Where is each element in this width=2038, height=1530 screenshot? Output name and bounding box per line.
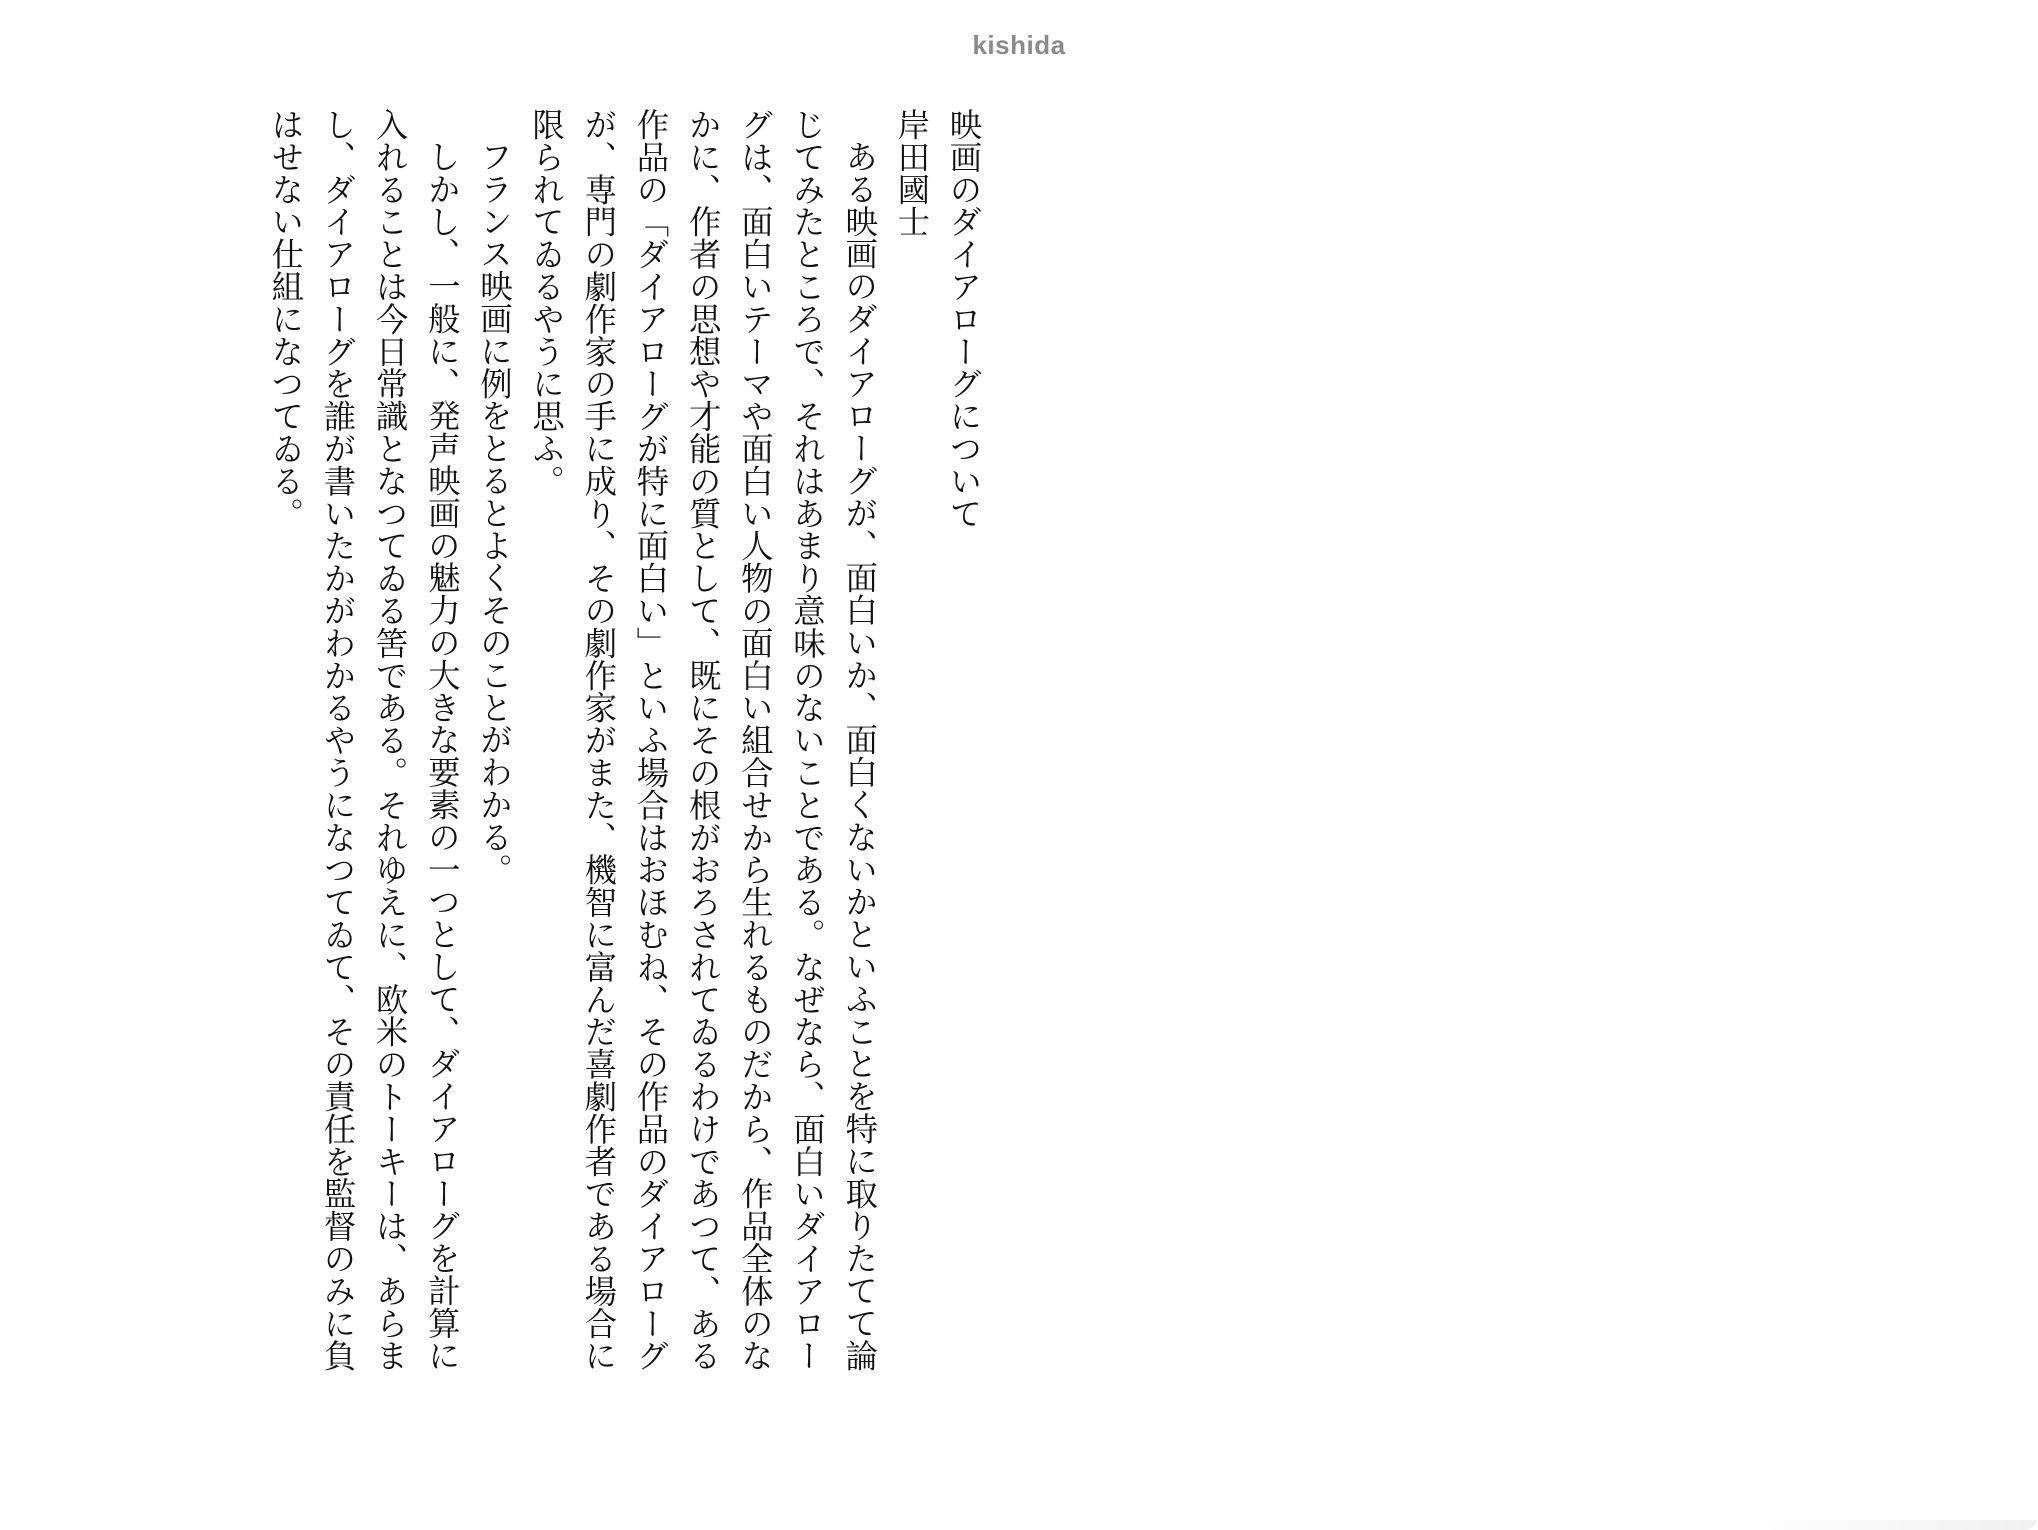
paragraph: しかし、一般に、発声映画の魅力の大きな要素の一つとして、ダイアローグを計算に入れることは今日常識となつてゐる筈である。それゆえに、欧米のトーキーは、あらまし、ダイアローグを誰が書いたかがわかるやうになつてゐて、その責任を監督のみに負はせない仕組になつてゐる。 (266, 108, 462, 1372)
paragraph: ある映画のダイアローグが、面白いか、面白くないかといふことを特に取りたてて論じてみたところで、それはあまり意味のないことである。なぜなら、面白いダイアローグは、面白いテーマや面白い人物の面白い組合せから生れるものだから、作品全体のなかに、作者の思想や才能の質として、既にその根がおろされてゐるわけであつて、ある作品の「ダイアローグが特に面白い」といふ場合はおほむね、その作品のダイアローグが、専門の劇作家の手に成り、その劇作家がまた、機智に富んだ喜劇作者である場合に限られてゐるやうに思ふ。 (527, 108, 879, 1372)
paragraph: フランス映画に例をとるとよくそのことがわかる。 (475, 140, 514, 886)
document-name: kishida (972, 30, 1066, 60)
vertical-text-body (260, 108, 990, 1378)
document-title: 映画のダイアローグについて (945, 108, 983, 530)
window-corner-shade (1738, 1520, 2038, 1530)
document-author: 岸田國士 (892, 108, 931, 238)
document-page[interactable] (230, 108, 990, 1398)
title-bar (0, 30, 2038, 70)
